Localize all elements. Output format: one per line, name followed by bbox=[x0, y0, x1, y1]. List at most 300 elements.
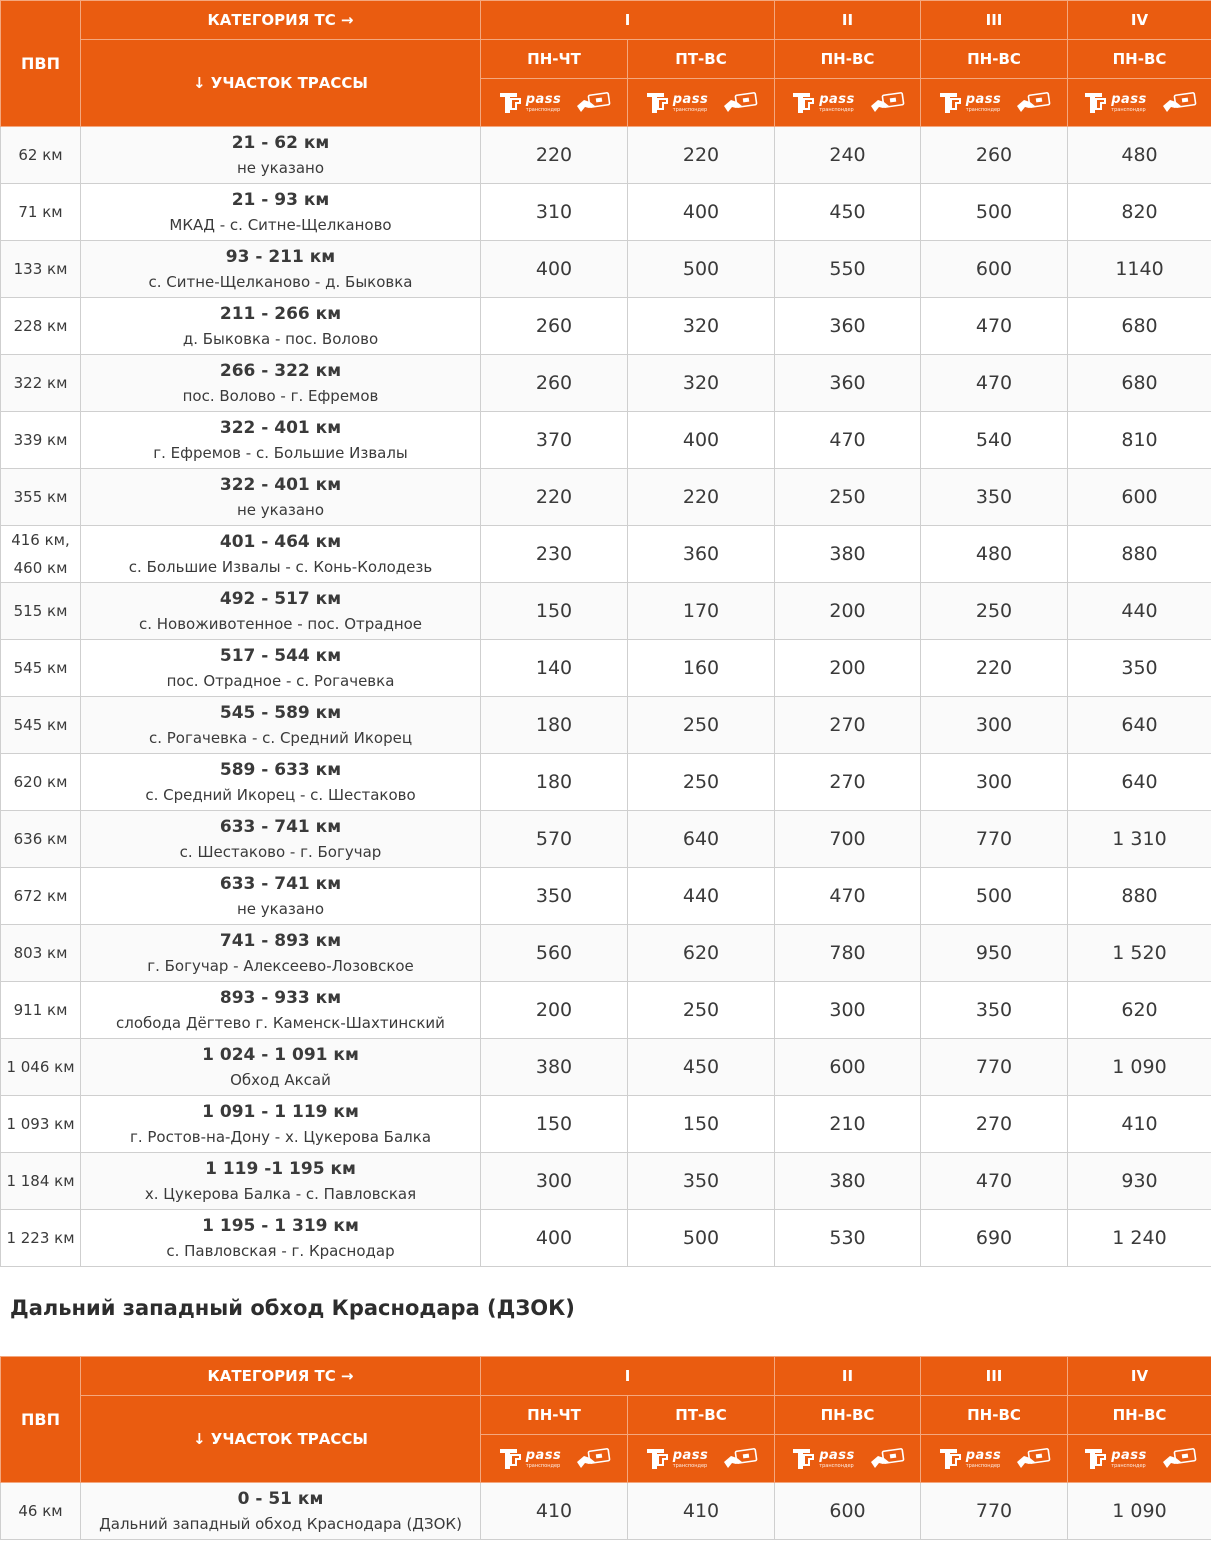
table-row bbox=[1, 1483, 1211, 1540]
pvp-cell bbox=[1, 412, 81, 469]
price-cell: 640 bbox=[628, 811, 775, 868]
table-row bbox=[1, 1153, 1211, 1210]
price-cell: 410 bbox=[481, 1483, 628, 1540]
pvp-cell bbox=[1, 1039, 81, 1096]
section-range: 266 - 322 км bbox=[219, 360, 342, 381]
transponder-sub-label: транспондер bbox=[672, 1462, 708, 1469]
price-cell: 470 bbox=[775, 412, 921, 469]
header-days-2: ПТ-ВС bbox=[628, 40, 775, 79]
transponder-brand-label: pass bbox=[1111, 1447, 1147, 1463]
price-cell: 310 bbox=[481, 184, 628, 241]
transponder-sub-label: транспондер bbox=[819, 106, 854, 113]
pvp-cell bbox=[1, 1153, 81, 1210]
transponder-pass-icon bbox=[790, 91, 855, 115]
header-class-2: II bbox=[775, 1, 921, 40]
section-range: 93 - 211 км bbox=[225, 246, 336, 267]
price-cell: 1140 bbox=[1068, 241, 1211, 298]
price-cell: 360 bbox=[628, 526, 775, 583]
table-row bbox=[1, 184, 1211, 241]
price-cell: 200 bbox=[775, 640, 921, 697]
section-cell bbox=[81, 925, 481, 982]
header-days-1: ПН-ЧТ bbox=[481, 1396, 628, 1435]
transponder-logo-icon bbox=[790, 1447, 816, 1471]
pvp-cell bbox=[1, 1483, 81, 1540]
header-category: КАТЕГОРИЯ ТС → bbox=[81, 1357, 481, 1396]
card-payment-icon bbox=[722, 92, 758, 114]
transponder-pass-icon bbox=[497, 1447, 562, 1471]
price-cell: 270 bbox=[775, 754, 921, 811]
price-cell: 300 bbox=[921, 697, 1068, 754]
table-row bbox=[1, 982, 1211, 1039]
section-name: г. Ростов-на-Дону - х. Цукерова Балка bbox=[129, 1127, 432, 1146]
section-name: г. Богучар - Алексеево-Лозовское bbox=[147, 956, 414, 975]
header-class-1: I bbox=[481, 1357, 775, 1396]
transponder-pass-icon bbox=[937, 1447, 1002, 1471]
price-cell: 250 bbox=[775, 469, 921, 526]
price-cell: 350 bbox=[628, 1153, 775, 1210]
section-range: 1 195 - 1 319 км bbox=[202, 1215, 359, 1236]
section-range: 1 024 - 1 091 км bbox=[202, 1044, 359, 1065]
price-cell: 770 bbox=[921, 811, 1068, 868]
price-cell: 500 bbox=[628, 1210, 775, 1267]
section-cell bbox=[81, 526, 481, 583]
pvp-cell bbox=[1, 754, 81, 811]
section-range: 1 091 - 1 119 км bbox=[202, 1101, 359, 1122]
price-cell: 450 bbox=[628, 1039, 775, 1096]
pvp-cell bbox=[1, 298, 81, 355]
section-cell bbox=[81, 127, 481, 184]
price-cell: 250 bbox=[628, 754, 775, 811]
section-name: слобода Дёгтево г. Каменск-Шахтинский bbox=[116, 1013, 445, 1032]
section-range: 1 119 -1 195 км bbox=[205, 1158, 356, 1179]
section-name: Дальний западный обход Краснодара (ДЗОК) bbox=[99, 1514, 462, 1533]
header-days-1: ПН-ЧТ bbox=[481, 40, 628, 79]
transponder-logo-icon bbox=[937, 1447, 963, 1471]
pvp-label: 339 км bbox=[13, 431, 68, 449]
section-cell bbox=[81, 1096, 481, 1153]
section-range: 322 - 401 км bbox=[219, 417, 342, 438]
section-cell bbox=[81, 469, 481, 526]
price-cell: 320 bbox=[628, 355, 775, 412]
transponder-pass-icon bbox=[644, 1447, 709, 1471]
section-cell bbox=[81, 1153, 481, 1210]
header-section: ↓ УЧАСТОК ТРАССЫ bbox=[81, 40, 481, 127]
price-cell: 1 090 bbox=[1068, 1039, 1211, 1096]
price-cell: 220 bbox=[628, 127, 775, 184]
transponder-pass-icon bbox=[1082, 1447, 1147, 1471]
price-cell: 480 bbox=[1068, 127, 1211, 184]
pvp-cell bbox=[1, 241, 81, 298]
section-range: 0 - 51 км bbox=[237, 1488, 324, 1509]
table-row bbox=[1, 1096, 1211, 1153]
price-cell: 1 090 bbox=[1068, 1483, 1211, 1540]
section-range: 545 - 589 км bbox=[219, 702, 342, 723]
section-range: 401 - 464 км bbox=[219, 531, 342, 552]
section-name: д. Быковка - пос. Волово bbox=[182, 329, 379, 348]
price-cell: 200 bbox=[775, 583, 921, 640]
price-cell: 820 bbox=[1068, 184, 1211, 241]
price-cell: 470 bbox=[921, 355, 1068, 412]
section-cell bbox=[81, 754, 481, 811]
section-range: 322 - 401 км bbox=[219, 474, 342, 495]
transponder-sub-label: транспондер bbox=[965, 106, 1001, 113]
card-payment-icon bbox=[575, 92, 611, 114]
price-cell: 770 bbox=[921, 1039, 1068, 1096]
section-name: пос. Волово - г. Ефремов bbox=[182, 386, 379, 405]
section-name: не указано bbox=[236, 158, 325, 177]
pvp-cell bbox=[1, 469, 81, 526]
price-cell: 450 bbox=[775, 184, 921, 241]
header-class-2: II bbox=[775, 1357, 921, 1396]
price-cell: 270 bbox=[775, 697, 921, 754]
header-payment-5 bbox=[1068, 79, 1211, 127]
transponder-brand-label: pass bbox=[525, 91, 562, 107]
price-cell: 260 bbox=[921, 127, 1068, 184]
price-cell: 150 bbox=[481, 583, 628, 640]
price-cell: 540 bbox=[921, 412, 1068, 469]
header-payment-4 bbox=[921, 1435, 1068, 1483]
header-days-5: ПН-ВС bbox=[1068, 1396, 1211, 1435]
price-cell: 570 bbox=[481, 811, 628, 868]
section-cell bbox=[81, 640, 481, 697]
price-cell: 300 bbox=[775, 982, 921, 1039]
price-cell: 560 bbox=[481, 925, 628, 982]
section-cell bbox=[81, 184, 481, 241]
section-name: с. Новоживотенное - пос. Отрадное bbox=[138, 614, 423, 633]
pvp-label: 71 км bbox=[18, 203, 63, 221]
price-cell: 180 bbox=[481, 754, 628, 811]
transponder-pass-icon bbox=[1082, 91, 1147, 115]
section-cell bbox=[81, 1210, 481, 1267]
pvp-cell bbox=[1, 1210, 81, 1267]
price-cell: 950 bbox=[921, 925, 1068, 982]
price-cell: 380 bbox=[775, 1153, 921, 1210]
section-cell bbox=[81, 868, 481, 925]
pvp-cell bbox=[1, 697, 81, 754]
price-cell: 350 bbox=[921, 982, 1068, 1039]
price-cell: 470 bbox=[921, 1153, 1068, 1210]
pvp-cell bbox=[1, 184, 81, 241]
price-cell: 380 bbox=[775, 526, 921, 583]
section-name: Обход Аксай bbox=[230, 1070, 331, 1089]
payment-icons bbox=[1068, 91, 1211, 115]
price-cell: 620 bbox=[1068, 982, 1211, 1039]
section-range: 633 - 741 км bbox=[219, 816, 342, 837]
price-cell: 250 bbox=[921, 583, 1068, 640]
price-cell: 150 bbox=[628, 1096, 775, 1153]
price-cell: 380 bbox=[481, 1039, 628, 1096]
header-days-3: ПН-ВС bbox=[775, 1396, 921, 1435]
price-cell: 260 bbox=[481, 298, 628, 355]
payment-icons bbox=[481, 91, 627, 115]
pvp-label: 355 км bbox=[13, 488, 68, 506]
payment-icons bbox=[921, 1447, 1067, 1471]
header-payment-4 bbox=[921, 79, 1068, 127]
header-category: КАТЕГОРИЯ ТС → bbox=[81, 1, 481, 40]
table-row bbox=[1, 583, 1211, 640]
pvp-label: 672 км bbox=[13, 887, 68, 905]
price-cell: 600 bbox=[921, 241, 1068, 298]
table-row bbox=[1, 412, 1211, 469]
section-name: х. Цукерова Балка - с. Павловская bbox=[144, 1184, 417, 1203]
price-cell: 260 bbox=[481, 355, 628, 412]
section-cell bbox=[81, 583, 481, 640]
section-name: не указано bbox=[236, 500, 325, 519]
price-cell: 220 bbox=[481, 127, 628, 184]
card-payment-icon bbox=[722, 1448, 758, 1470]
card-payment-icon bbox=[869, 92, 905, 114]
price-cell: 350 bbox=[481, 868, 628, 925]
price-cell: 880 bbox=[1068, 526, 1211, 583]
price-cell: 410 bbox=[628, 1483, 775, 1540]
card-payment-icon bbox=[575, 1448, 611, 1470]
pvp-label: 545 км bbox=[13, 659, 68, 677]
payment-icons bbox=[481, 1447, 627, 1471]
price-cell: 350 bbox=[1068, 640, 1211, 697]
section-cell bbox=[81, 697, 481, 754]
price-cell: 640 bbox=[1068, 697, 1211, 754]
price-cell: 400 bbox=[628, 184, 775, 241]
transponder-brand-label: pass bbox=[672, 91, 709, 107]
price-cell: 1 310 bbox=[1068, 811, 1211, 868]
section-cell bbox=[81, 1039, 481, 1096]
price-cell: 1 240 bbox=[1068, 1210, 1211, 1267]
payment-icons bbox=[1068, 1447, 1211, 1471]
transponder-brand-label: pass bbox=[965, 1447, 1002, 1463]
card-payment-icon bbox=[869, 1448, 905, 1470]
price-cell: 440 bbox=[628, 868, 775, 925]
transponder-sub-label: транспондер bbox=[1111, 106, 1146, 113]
section-range: 589 - 633 км bbox=[219, 759, 342, 780]
section-name: не указано bbox=[236, 899, 325, 918]
pvp-label: 1 046 км bbox=[6, 1058, 75, 1076]
price-cell: 480 bbox=[921, 526, 1068, 583]
pvp-label: 1 093 км bbox=[6, 1115, 75, 1133]
transponder-logo-icon bbox=[644, 91, 670, 115]
transponder-logo-icon bbox=[1082, 1447, 1108, 1471]
section-name: с. Средний Икорец - с. Шестаково bbox=[145, 785, 416, 804]
price-cell: 880 bbox=[1068, 868, 1211, 925]
price-cell: 500 bbox=[628, 241, 775, 298]
header-payment-1 bbox=[481, 79, 628, 127]
pvp-label: 416 км, bbox=[11, 531, 70, 549]
table-row bbox=[1, 868, 1211, 925]
card-payment-icon bbox=[1015, 92, 1051, 114]
pvp-cell bbox=[1, 127, 81, 184]
table-header bbox=[1, 1, 1211, 127]
section-cell bbox=[81, 412, 481, 469]
header-days-5: ПН-ВС bbox=[1068, 40, 1211, 79]
transponder-brand-label: pass bbox=[672, 1447, 709, 1463]
price-cell: 690 bbox=[921, 1210, 1068, 1267]
transponder-brand-label: pass bbox=[1111, 91, 1147, 107]
payment-icons bbox=[775, 1447, 920, 1471]
price-cell: 550 bbox=[775, 241, 921, 298]
transponder-logo-icon bbox=[644, 1447, 670, 1471]
price-cell: 400 bbox=[481, 241, 628, 298]
price-cell: 440 bbox=[1068, 583, 1211, 640]
price-cell: 470 bbox=[775, 868, 921, 925]
header-payment-2 bbox=[628, 79, 775, 127]
price-cell: 150 bbox=[481, 1096, 628, 1153]
pvp-label: 636 км bbox=[13, 830, 68, 848]
transponder-logo-icon bbox=[1082, 91, 1108, 115]
price-cell: 780 bbox=[775, 925, 921, 982]
table-row bbox=[1, 241, 1211, 298]
payment-icons bbox=[921, 91, 1067, 115]
price-cell: 700 bbox=[775, 811, 921, 868]
table-row bbox=[1, 526, 1211, 583]
price-cell: 530 bbox=[775, 1210, 921, 1267]
section-range: 633 - 741 км bbox=[219, 873, 342, 894]
table-row bbox=[1, 127, 1211, 184]
price-cell: 930 bbox=[1068, 1153, 1211, 1210]
payment-icons bbox=[628, 91, 774, 115]
section-cell bbox=[81, 241, 481, 298]
price-cell: 410 bbox=[1068, 1096, 1211, 1153]
header-class-4: IV bbox=[1068, 1, 1211, 40]
price-cell: 680 bbox=[1068, 355, 1211, 412]
table-header bbox=[1, 1357, 1211, 1483]
pvp-cell bbox=[1, 583, 81, 640]
pvp-label: 322 км bbox=[13, 374, 68, 392]
section-range: 492 - 517 км bbox=[219, 588, 342, 609]
price-cell: 300 bbox=[921, 754, 1068, 811]
price-cell: 360 bbox=[775, 298, 921, 355]
price-cell: 400 bbox=[481, 1210, 628, 1267]
tariff-table bbox=[0, 1356, 1211, 1540]
section-range: 893 - 933 км bbox=[219, 987, 342, 1008]
price-cell: 250 bbox=[628, 697, 775, 754]
header-class-3: III bbox=[921, 1, 1068, 40]
price-cell: 680 bbox=[1068, 298, 1211, 355]
pvp-label: 46 км bbox=[18, 1502, 63, 1520]
price-cell: 220 bbox=[628, 469, 775, 526]
section-cell bbox=[81, 982, 481, 1039]
transponder-logo-icon bbox=[497, 91, 523, 115]
transponder-sub-label: транспондер bbox=[672, 106, 708, 113]
header-pvp: ПВП bbox=[1, 1, 81, 127]
header-class-1: I bbox=[481, 1, 775, 40]
price-cell: 170 bbox=[628, 583, 775, 640]
table-row bbox=[1, 811, 1211, 868]
pvp-label: 1 223 км bbox=[6, 1229, 75, 1247]
section-name: г. Ефремов - с. Большие Извалы bbox=[153, 443, 408, 462]
price-cell: 600 bbox=[775, 1483, 921, 1540]
pvp-label: 62 км bbox=[18, 146, 63, 164]
pvp-label: 1 184 км bbox=[6, 1172, 75, 1190]
transponder-pass-icon bbox=[790, 1447, 855, 1471]
header-payment-1 bbox=[481, 1435, 628, 1483]
payment-icons bbox=[628, 1447, 774, 1471]
section-cell bbox=[81, 298, 481, 355]
price-cell: 370 bbox=[481, 412, 628, 469]
pvp-cell bbox=[1, 982, 81, 1039]
section-name: с. Ситне-Щелканово - д. Быковка bbox=[148, 272, 413, 291]
table-row bbox=[1, 1210, 1211, 1267]
section-range: 21 - 62 км bbox=[231, 132, 330, 153]
section-name: с. Шестаково - г. Богучар bbox=[179, 842, 382, 861]
table-row bbox=[1, 697, 1211, 754]
header-payment-3 bbox=[775, 1435, 921, 1483]
price-cell: 500 bbox=[921, 868, 1068, 925]
transponder-sub-label: транспондер bbox=[525, 106, 561, 113]
section-range: 741 - 893 км bbox=[219, 930, 342, 951]
pvp-label: 133 км bbox=[13, 260, 68, 278]
price-cell: 200 bbox=[481, 982, 628, 1039]
price-cell: 470 bbox=[921, 298, 1068, 355]
transponder-logo-icon bbox=[497, 1447, 523, 1471]
section-cell bbox=[81, 1483, 481, 1540]
header-days-4: ПН-ВС bbox=[921, 40, 1068, 79]
pvp-cell bbox=[1, 868, 81, 925]
price-cell: 220 bbox=[481, 469, 628, 526]
header-pvp: ПВП bbox=[1, 1357, 81, 1483]
pvp-cell bbox=[1, 526, 81, 583]
card-payment-icon bbox=[1161, 1448, 1197, 1470]
price-cell: 250 bbox=[628, 982, 775, 1039]
transponder-sub-label: транспондер bbox=[819, 1462, 854, 1469]
price-cell: 320 bbox=[628, 298, 775, 355]
payment-icons bbox=[775, 91, 920, 115]
transponder-pass-icon bbox=[644, 91, 709, 115]
section-range: 21 - 93 км bbox=[231, 189, 330, 210]
pvp-label: 545 км bbox=[13, 716, 68, 734]
section-name: МКАД - с. Ситне-Щелканово bbox=[169, 215, 392, 234]
header-class-4: IV bbox=[1068, 1357, 1211, 1396]
transponder-sub-label: транспондер bbox=[525, 1462, 561, 1469]
pvp-cell bbox=[1, 925, 81, 982]
price-cell: 160 bbox=[628, 640, 775, 697]
header-class-3: III bbox=[921, 1357, 1068, 1396]
card-payment-icon bbox=[1161, 92, 1197, 114]
table-row bbox=[1, 1039, 1211, 1096]
header-payment-5 bbox=[1068, 1435, 1211, 1483]
price-cell: 240 bbox=[775, 127, 921, 184]
section-name: с. Рогачевка - с. Средний Икорец bbox=[148, 728, 413, 747]
transponder-pass-icon bbox=[937, 91, 1002, 115]
transponder-logo-icon bbox=[790, 91, 816, 115]
pvp-cell bbox=[1, 640, 81, 697]
transponder-pass-icon bbox=[497, 91, 562, 115]
price-cell: 230 bbox=[481, 526, 628, 583]
section-name: с. Большие Извалы - с. Конь-Колодезь bbox=[128, 557, 433, 576]
pvp-cell bbox=[1, 811, 81, 868]
header-days-2: ПТ-ВС bbox=[628, 1396, 775, 1435]
table-row bbox=[1, 469, 1211, 526]
pvp-label: 803 км bbox=[13, 944, 68, 962]
section-range: 211 - 266 км bbox=[219, 303, 342, 324]
table-row bbox=[1, 925, 1211, 982]
price-cell: 350 bbox=[921, 469, 1068, 526]
price-cell: 400 bbox=[628, 412, 775, 469]
price-cell: 600 bbox=[1068, 469, 1211, 526]
pvp-label: 911 км bbox=[13, 1001, 68, 1019]
price-cell: 360 bbox=[775, 355, 921, 412]
section-range: 517 - 544 км bbox=[219, 645, 342, 666]
pvp-cell bbox=[1, 355, 81, 412]
section-title: Дальний западный обход Краснодара (ДЗОК) bbox=[10, 1296, 575, 1320]
pvp-label: 515 км bbox=[13, 602, 68, 620]
transponder-logo-icon bbox=[937, 91, 963, 115]
table-row bbox=[1, 355, 1211, 412]
price-cell: 810 bbox=[1068, 412, 1211, 469]
transponder-brand-label: pass bbox=[525, 1447, 562, 1463]
section-name: с. Павловская - г. Краснодар bbox=[166, 1241, 395, 1260]
price-cell: 210 bbox=[775, 1096, 921, 1153]
header-payment-3 bbox=[775, 79, 921, 127]
transponder-brand-label: pass bbox=[819, 1447, 855, 1463]
